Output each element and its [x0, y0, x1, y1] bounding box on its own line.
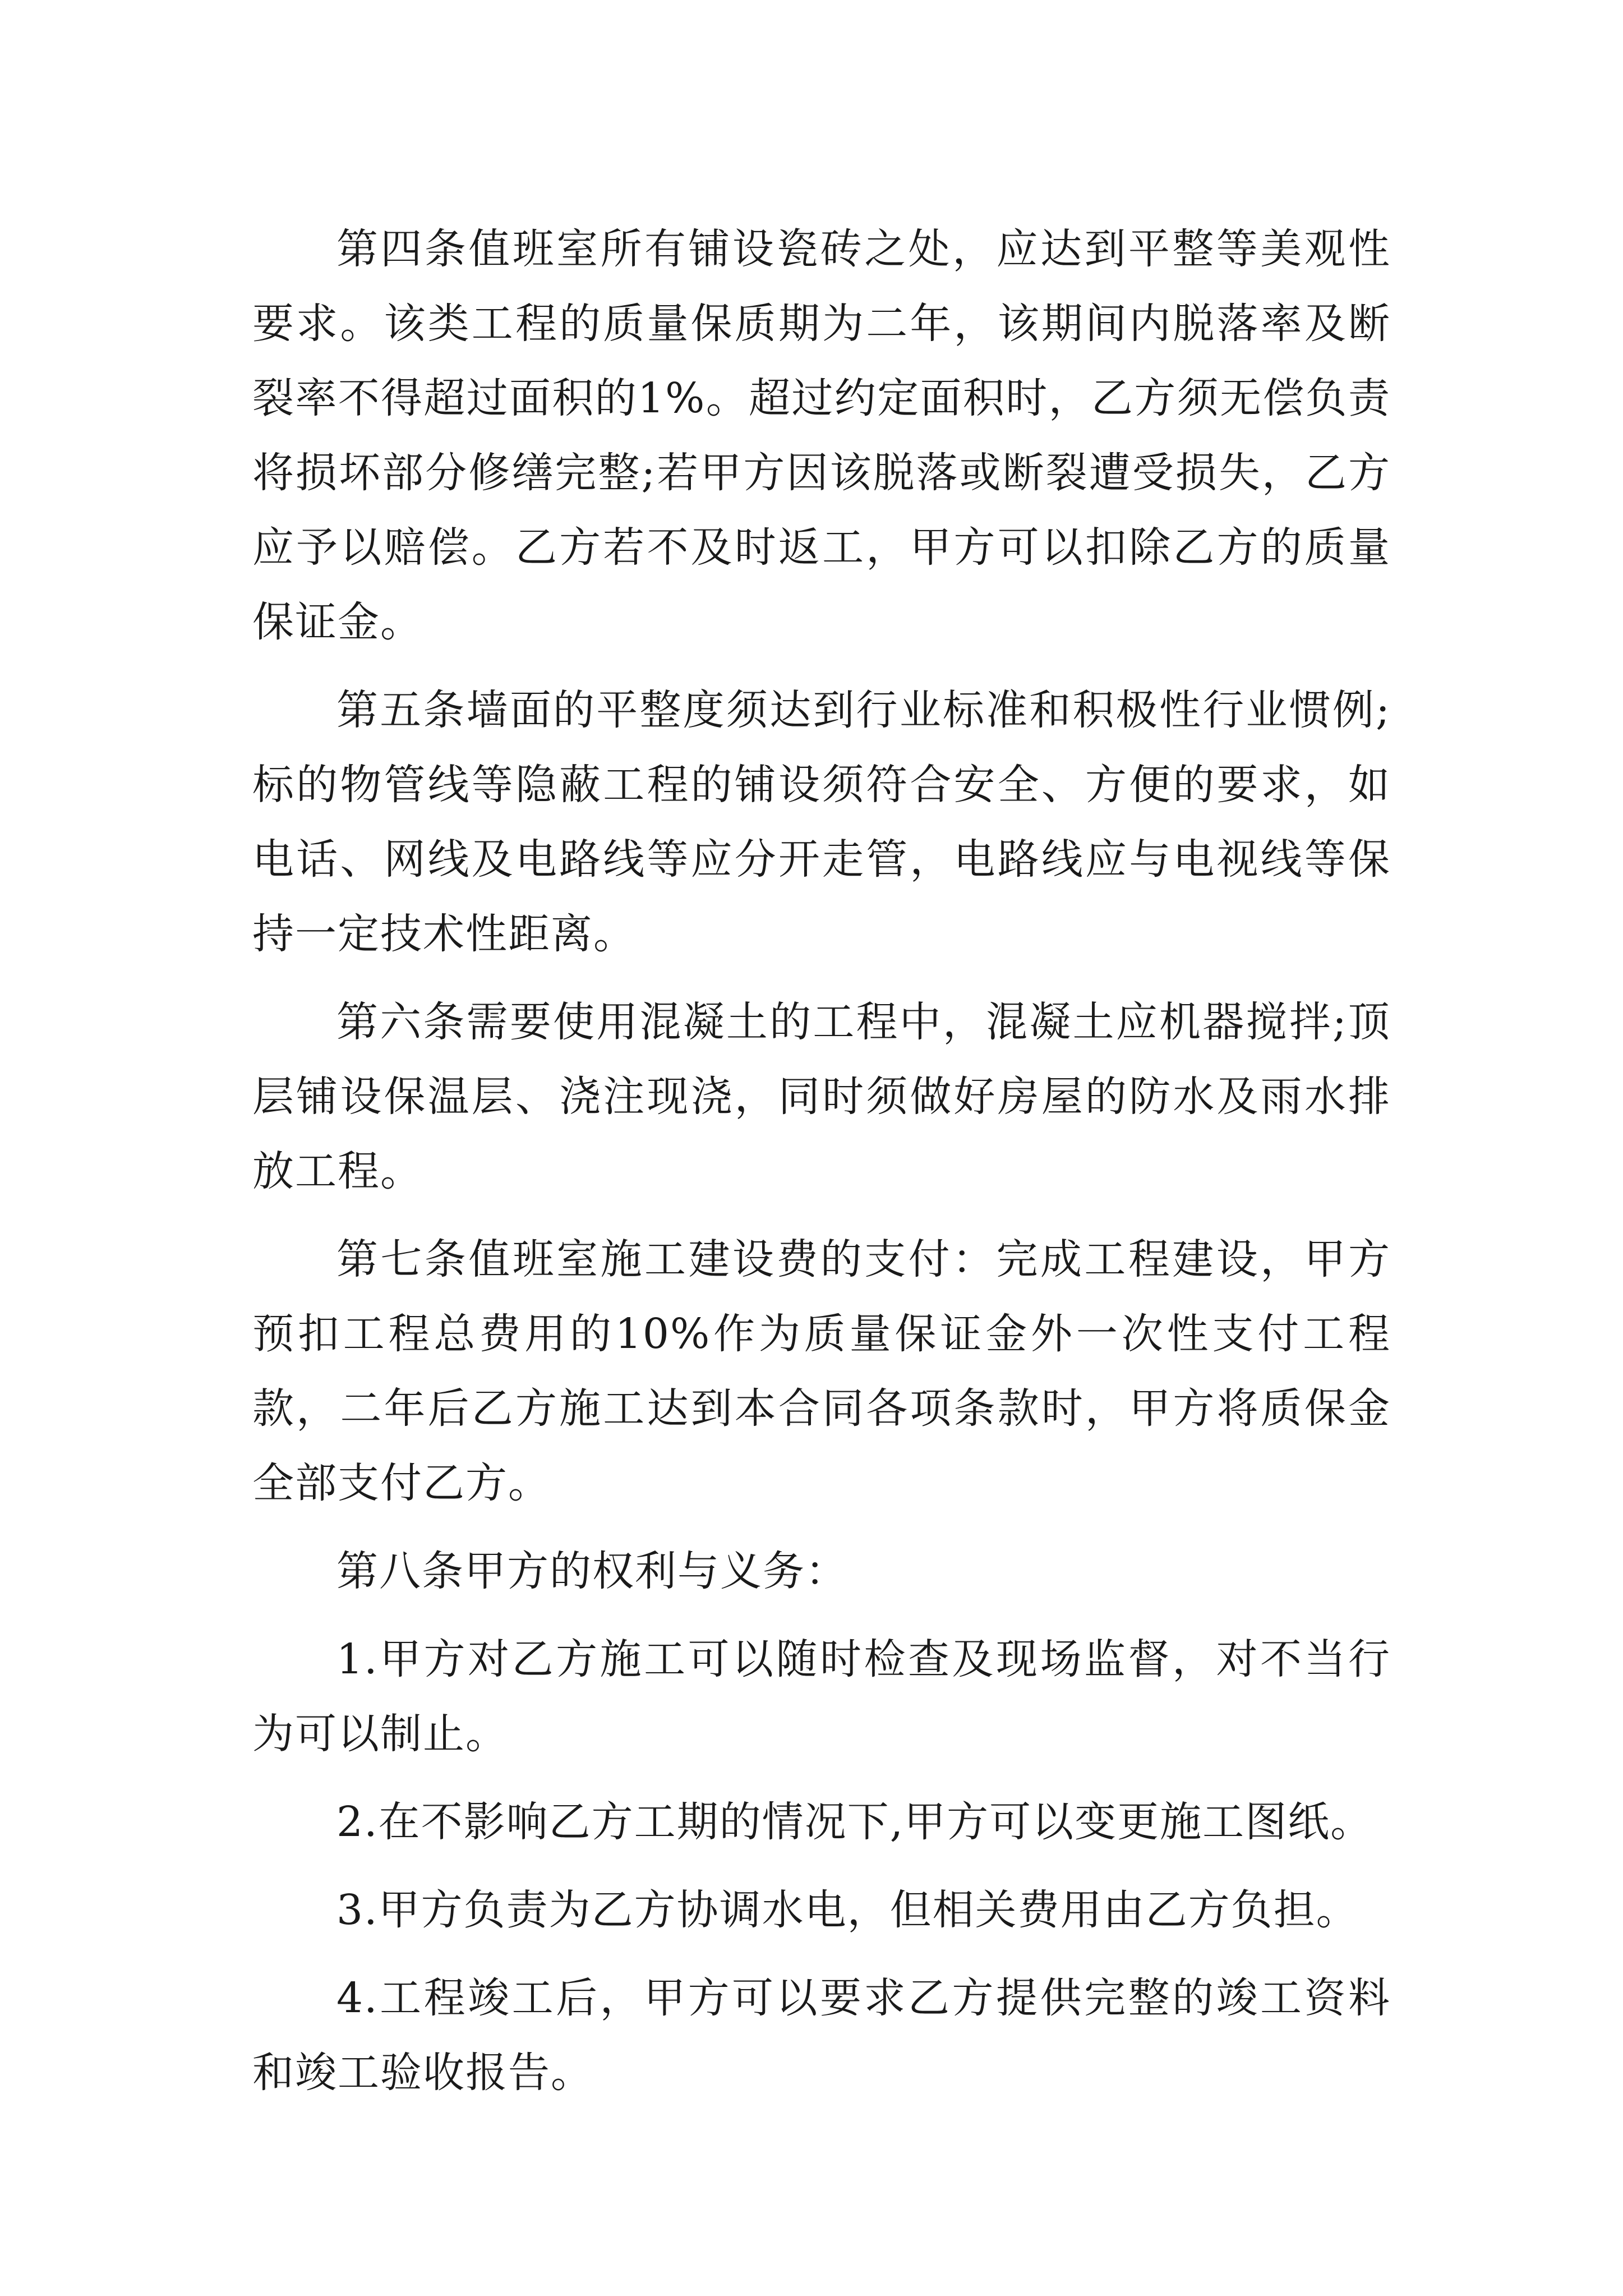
article-8-item-1: 1.甲方对乙方施工可以随时检查及现场监督，对不当行为可以制止。: [252, 1635, 1391, 1758]
article-8-heading: 第八条甲方的权利与义务：: [336, 1547, 848, 1595]
article-4-paragraph: 第四条值班室所有铺设瓷砖之处，应达到平整等美观性要求。该类工程的质量保质期为二年，该期间内脱落率及断裂率不得超过面积的1%。超过约定面积时，乙方须无偿负责将损坏部分修缮完整;若甲方因该脱落或断裂遭受损失，乙方应予以赔偿。乙方若不及时返工，甲方可以扣除乙方的质量保证金。: [252, 225, 1391, 646]
article-8-item-4: 4.工程竣工后，甲方可以要求乙方提供完整的竣工资料和竣工验收报告。: [252, 1974, 1391, 2097]
article-7-paragraph: 第七条值班室施工建设费的支付：完成工程建设，甲方预扣工程总费用的10%作为质量保证金外一次性支付工程款，二年后乙方施工达到本合同各项条款时，甲方将质保金全部支付乙方。: [252, 1235, 1391, 1507]
article-5-paragraph: 第五条墙面的平整度须达到行业标准和积极性行业惯例;标的物管线等隐蔽工程的铺设须符合安全、方便的要求，如电话、网线及电路线等应分开走管，电路线应与电视线等保持一定技术性距离。: [252, 686, 1391, 958]
article-8-item-2: 2.在不影响乙方工期的情况下,甲方可以变更施工图纸。: [336, 1798, 1373, 1846]
article-8-item-3: 3.甲方负责为乙方协调水电，但相关费用由乙方负担。: [336, 1886, 1359, 1934]
article-6-paragraph: 第六条需要使用混凝土的工程中，混凝土应机器搅拌;顶层铺设保温层、浇注现浇，同时须做好房屋的防水及雨水排放工程。: [252, 998, 1391, 1195]
document-body: [252, 212, 1391, 2124]
